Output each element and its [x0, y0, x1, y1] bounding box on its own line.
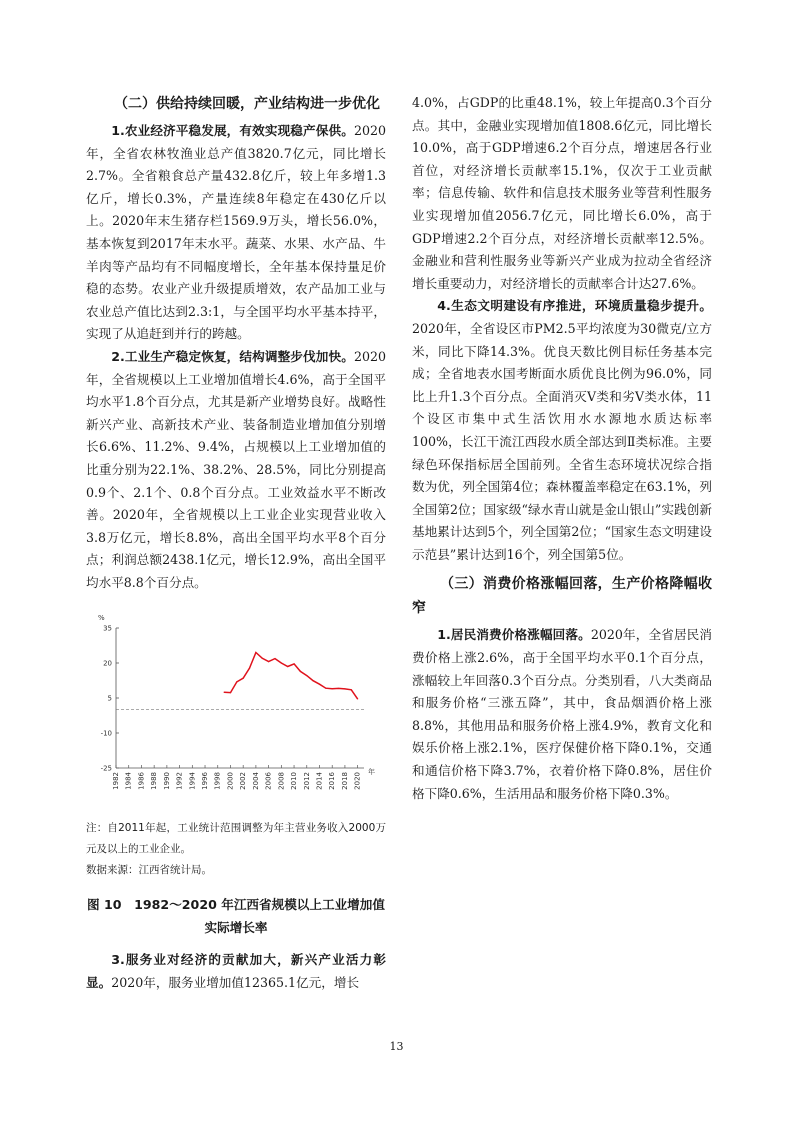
x-tick-label: 2004 [251, 772, 260, 791]
x-tick-label: 2006 [264, 772, 273, 791]
x-tick-label: 2014 [315, 772, 324, 791]
y-tick-label: -25 [100, 764, 112, 773]
y-tick-label: 35 [103, 624, 112, 633]
x-tick-label: 2016 [328, 772, 337, 791]
paragraph-ecology [412, 295, 712, 566]
figure-10-chart [86, 608, 386, 818]
series-point [313, 681, 314, 682]
paragraph-services-start [86, 949, 386, 994]
x-tick-label: 2002 [239, 772, 248, 791]
series-point [268, 661, 269, 662]
x-tick-label: 2012 [302, 772, 311, 791]
right-column [412, 92, 712, 805]
x-tick-label: 1988 [150, 772, 159, 791]
series-point [338, 688, 339, 689]
x-tick-label: 1986 [137, 772, 146, 791]
series-point [344, 689, 345, 690]
series-point [293, 664, 294, 665]
lead-industry: 2.工业生产稳定恢复，结构调整步伐加快。 [111, 348, 354, 364]
x-tick-label: 1996 [201, 772, 210, 791]
series-point [306, 675, 307, 676]
series-point [274, 658, 275, 659]
page-number: 13 [389, 1040, 404, 1053]
lead-agriculture: 1.农业经济平稳发展，有效实现稳产保供。 [111, 123, 354, 138]
body-services-start: 2020年，服务业增加值12365.1亿元，增长 [111, 975, 360, 991]
x-tick-label: 1992 [175, 772, 184, 791]
body-agriculture: 2020年，全省农林牧渔业总产值3820.7亿元，同比增长2.7%。全省粮食总产量432.8亿斤，较上年多增1.3亿斤，增长0.3%，产量连续8年稳定在430亿斤以上。2020年末生猪存栏1569.9万头，增长56.0%，基本恢复到2017年末水平。蔬菜、水果、水产品、牛羊肉等产品均有不同幅度增长，全年基本保持量足价稳的态势。农业产业升级提质增效，农产品加工业与农业总产值比达到2.3:1，与全国平均水平基本持平，实现了从追赶到并行的跨越。 [86, 123, 386, 342]
line-chart [86, 608, 386, 818]
series-point [224, 692, 225, 693]
paragraph-industry [86, 346, 386, 595]
x-tick-label: 2018 [340, 772, 349, 791]
figure-caption: 图 10 1982～2020 年江西省规模以上工业增加值实际增长率 [87, 897, 385, 936]
body-industry: 2020年，全省规模以上工业增加值增长4.6%，高于全国平均水平1.8个百分点，尤其是新产业增势良好。战略性新兴产业、高新技术产业、装备制造业增加值分别增长6.6%、11.2%、9.4%，占规模以上工业增加值的比重分别为22.1%、38.2%、28.5%，同比分别提高0.9个、2.1个、0.8个百分点。工业效益水平不断改善。2020年，全省规模以上工业企业实现营业收入3.8万亿元，增长8.8%，高出全国平均水平8个百分点；利润总额2438.1亿元，增长12.9%，高出全国平均水平8.8个百分点。 [86, 348, 386, 590]
x-tick-label: 1982 [112, 772, 120, 791]
series-point [230, 693, 231, 694]
paragraph-agriculture [86, 120, 386, 346]
y-tick-label: 20 [103, 659, 112, 668]
x-tick-label: 1990 [162, 772, 171, 791]
series-point [351, 690, 352, 691]
left-column [86, 92, 386, 995]
x-tick-label: 1994 [188, 772, 197, 791]
x-axis-unit-label: 年 [368, 768, 375, 777]
y-axis-unit-label: % [98, 614, 105, 623]
x-tick-label: 2020 [353, 772, 362, 791]
series-point [357, 699, 358, 700]
y-tick-label: -10 [100, 729, 112, 738]
series-point [262, 658, 263, 659]
section-title-supply: （二）供给持续回暖，产业结构进一步优化 [114, 96, 380, 112]
series-point [332, 689, 333, 690]
series-point [287, 666, 288, 667]
figure-note: 注：自2011年起，工业统计范围调整为年主营业务收入2000万元及以上的工业企业。 [86, 822, 386, 856]
series-point [243, 678, 244, 679]
series-point [236, 682, 237, 683]
lead-cpi: 1.居民消费价格涨幅回落。 [437, 627, 591, 643]
body-cpi: 2020年，全省居民消费价格上涨2.6%，高于全国平均水平0.1个百分点，涨幅较上年回落0.3个百分点。分类别看，八大类商品和服务价格“三涨五降”，其中，食品烟酒价格上涨8.8%，其他用品和服务价格上涨4.9%，教育文化和娱乐价格上涨2.1%，医疗保健价格下降0.1%，交通和通信价格下降3.7%，衣着价格下降0.8%，居住价格下降0.6%，生活用品和服务价格下降0.3%。 [412, 627, 712, 801]
figure-source: 数据来源：江西省统计局。 [86, 864, 212, 877]
series-line [224, 653, 358, 699]
lead-services: 3.服务业对经济的贡献加大，新兴产业活力彰显。 [86, 952, 386, 991]
paragraph-services-cont: 4.0%，占GDP的比重48.1%，较上年提高0.3个百分点。其中，金融业实现增加值1808.6亿元，同比增长10.0%，高于GDP增速6.2个百分点，增速居各行业首位，对经济增长贡献率15.1%，仅次于工业贡献率；信息传输、软件和信息技术服务业等营利性服务业实现增加值2056.7亿元，同比增长6.0%，高于GDP增速2.2个百分点，对经济增长贡献率12.5%。金融业和营利性服务业等新兴产业成为拉动全省经济增长重要动力，对经济增长的贡献率合计达27.6%。 [412, 95, 712, 291]
series-point [249, 668, 250, 669]
paragraph-cpi [412, 624, 712, 805]
series-point [325, 688, 326, 689]
section-title-prices: （三）消费价格涨幅回落，生产价格降幅收窄 [412, 576, 712, 617]
series-point [319, 684, 320, 685]
body-ecology: 2020年，全省设区市PM2.5平均浓度为30微克/立方米，同比下降14.3%。优良天数比例目标任务基本完成；全省地表水国考断面水质优良比例为96.0%，同比上升1.3个百分点。全面消灭Ⅴ类和劣Ⅴ类水体，11个设区市集中式生活饮用水水源地水质达标率100%，长江干流江西段水质全部达到Ⅱ类标准。主要绿色环保指标居全国前列。全省生态环境状况综合指数为优，列全国第4位；森林覆盖率稳定在63.1%，列全国第2位；国家级“绿水青山就是金山银山”实践创新基地累计达到5个，列全国第2位；“国家生态文明建设示范县”累计达到16个，列全国第5位。 [412, 320, 712, 562]
x-tick-label: 2008 [277, 772, 286, 791]
y-tick-label: 5 [107, 694, 112, 703]
series-point [300, 671, 301, 672]
lead-ecology: 4.生态文明建设有序推进，环境质量稳步提升。 [437, 298, 712, 314]
x-tick-label: 2010 [290, 772, 299, 791]
x-tick-label: 2000 [226, 772, 235, 791]
series-point [281, 663, 282, 664]
x-tick-label: 1984 [124, 772, 133, 791]
x-tick-label: 1998 [213, 772, 222, 791]
series-point [255, 652, 256, 653]
